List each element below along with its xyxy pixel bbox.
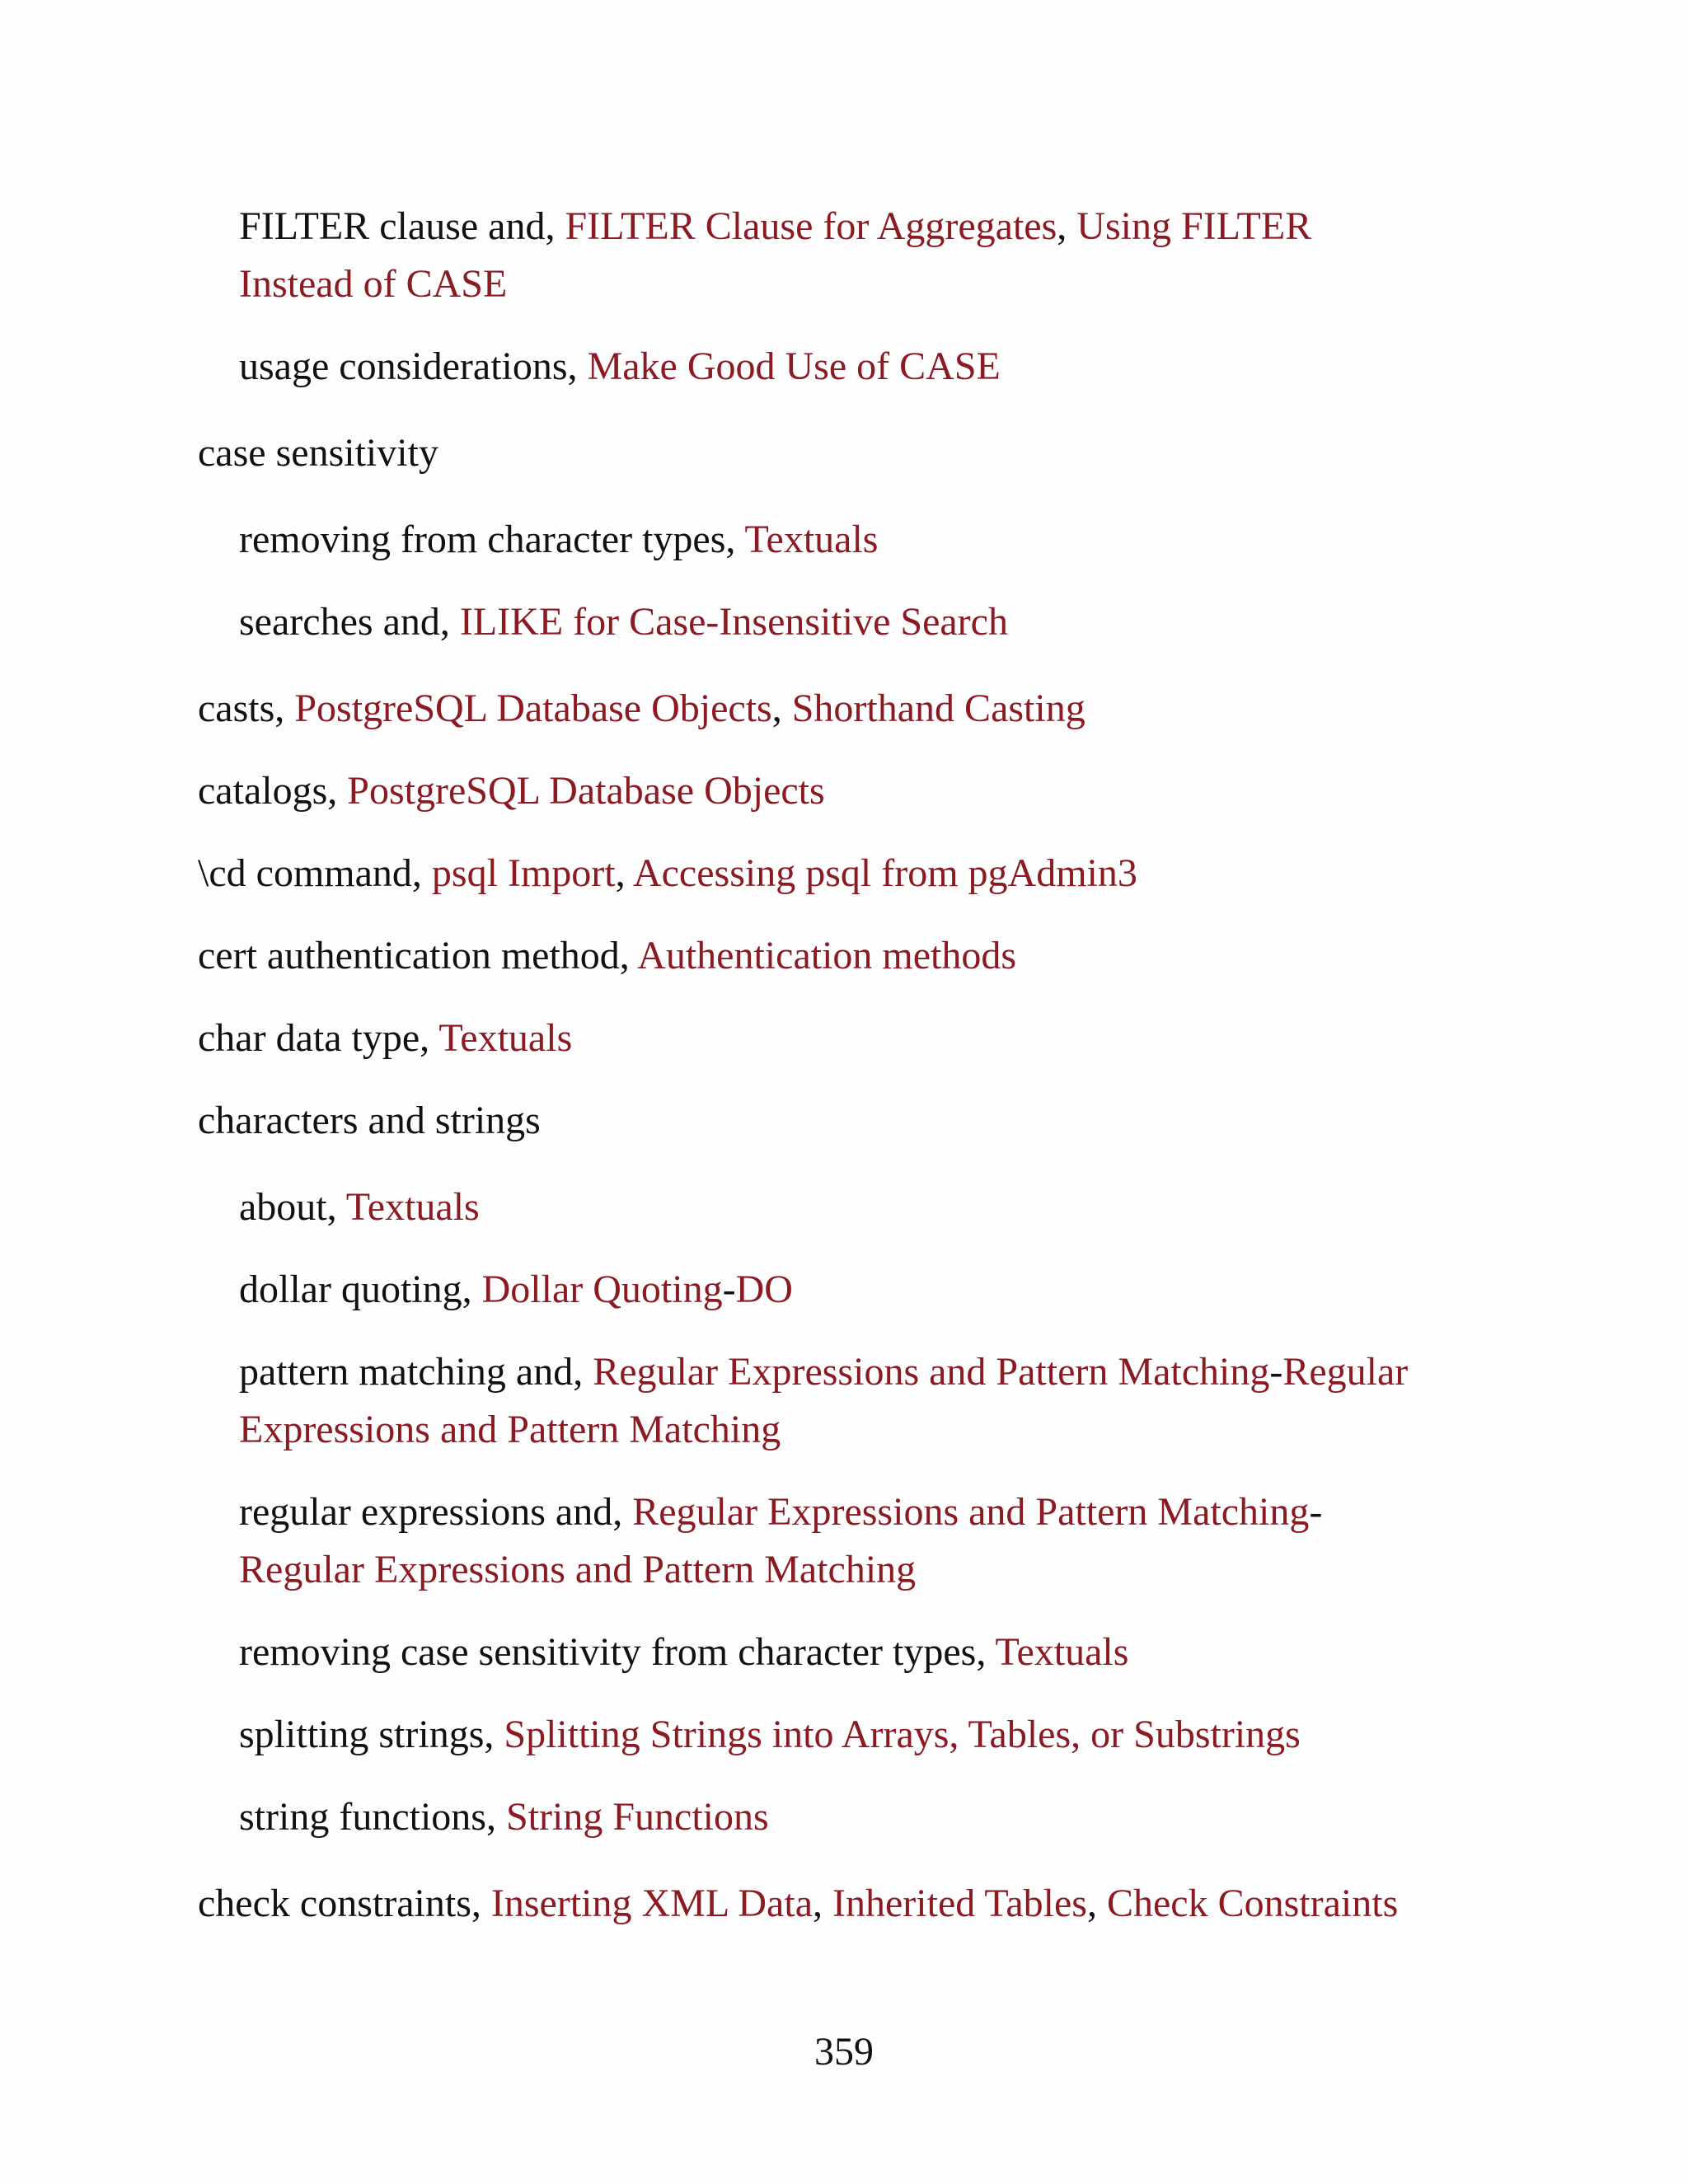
index-link[interactable]: ILIKE for Case-Insensitive Search	[459, 600, 1008, 644]
index-term-text: -	[1269, 1350, 1283, 1394]
index-link[interactable]: Accessing psql from pgAdmin3	[632, 851, 1137, 895]
index-term-text: char data type,	[198, 1016, 439, 1060]
index-term-text: ,	[813, 1882, 832, 1925]
page-number: 359	[814, 2030, 874, 2074]
index-link[interactable]: Authentication methods	[637, 934, 1017, 977]
entry-line	[239, 1788, 769, 1846]
index-term-text: -	[722, 1268, 736, 1311]
entry-line	[239, 255, 1311, 313]
index-link[interactable]: Textuals	[438, 1016, 573, 1060]
index-link[interactable]: Instead of CASE	[239, 262, 508, 306]
index-subentry	[239, 1483, 1322, 1599]
index-subentry	[239, 198, 1311, 313]
index-link[interactable]: Expressions and Pattern Matching	[239, 1408, 781, 1451]
entry-line	[239, 198, 1311, 255]
index-term-text: casts,	[198, 687, 295, 730]
index-subentry	[239, 1706, 1301, 1764]
index-link[interactable]: Regular Expressions and Pattern Matching	[632, 1490, 1310, 1534]
index-term-text: -	[1309, 1490, 1323, 1534]
index-subentry	[239, 1343, 1408, 1459]
entry-line	[239, 1706, 1301, 1764]
entry-line	[198, 1875, 1398, 1933]
index-link[interactable]: Shorthand Casting	[791, 687, 1085, 730]
entry-line	[198, 1010, 572, 1067]
index-term-text: dollar quoting,	[239, 1268, 482, 1311]
index-term-text: ,	[615, 851, 633, 895]
index-link[interactable]: Using FILTER	[1076, 204, 1312, 248]
index-term-text: splitting strings,	[239, 1713, 504, 1756]
index-link[interactable]: Textuals	[744, 518, 879, 561]
entry-line	[239, 338, 1001, 396]
index-link[interactable]: FILTER Clause for Aggregates	[565, 204, 1057, 248]
index-link[interactable]: Regular Expressions and Pattern Matching	[239, 1548, 917, 1591]
index-entry	[198, 762, 825, 820]
index-link[interactable]: PostgreSQL Database Objects	[294, 687, 772, 730]
index-link[interactable]: Textuals	[995, 1630, 1129, 1674]
entry-line	[239, 1541, 1322, 1599]
index-entry	[198, 845, 1137, 902]
entry-line	[198, 680, 1085, 738]
entry-line	[239, 1179, 480, 1236]
entry-line	[198, 1092, 541, 1150]
index-link[interactable]: Check Constraints	[1106, 1882, 1399, 1925]
index-entry	[198, 927, 1016, 985]
index-term-text: FILTER clause and,	[239, 204, 565, 248]
index-link[interactable]: Inherited Tables	[832, 1882, 1087, 1925]
index-link[interactable]: Dollar Quoting	[481, 1268, 723, 1311]
index-link[interactable]: Regular	[1282, 1350, 1409, 1394]
entry-line	[239, 1624, 1128, 1681]
entry-line	[198, 424, 438, 482]
index-term-text: string functions,	[239, 1795, 506, 1839]
index-subentry	[239, 1261, 793, 1319]
index-entry	[198, 424, 438, 482]
index-entry	[198, 1875, 1398, 1933]
index-term-text: check constraints,	[198, 1882, 491, 1925]
index-term-text: \cd command,	[198, 851, 432, 895]
index-link[interactable]: Inserting XML Data	[490, 1882, 813, 1925]
index-link[interactable]: Regular Expressions and Pattern Matching	[593, 1350, 1270, 1394]
index-subentry	[239, 593, 1008, 651]
index-subentry	[239, 1624, 1128, 1681]
index-subentry	[239, 338, 1001, 396]
index-term-text: removing case sensitivity from character types,	[239, 1630, 996, 1674]
index-term-text: about,	[239, 1185, 346, 1229]
index-link[interactable]: String Functions	[505, 1795, 769, 1839]
index-term-text: ,	[771, 687, 792, 730]
index-term-text: pattern matching and,	[239, 1350, 593, 1394]
entry-line	[239, 1261, 793, 1319]
index-link[interactable]: Textuals	[345, 1185, 480, 1229]
index-subentry	[239, 1788, 769, 1846]
entry-line	[198, 762, 825, 820]
index-subentry	[239, 511, 878, 569]
index-entry	[198, 1092, 541, 1150]
index-term-text: catalogs,	[198, 769, 348, 813]
index-link[interactable]: PostgreSQL Database Objects	[347, 769, 825, 813]
index-term-text: ,	[1057, 204, 1077, 248]
entry-line	[239, 593, 1008, 651]
entry-line	[239, 1401, 1408, 1459]
index-entry	[198, 680, 1085, 738]
index-term-text: characters and strings	[198, 1099, 541, 1142]
index-link[interactable]: Splitting Strings into Arrays, Tables, or Substrings	[504, 1713, 1301, 1756]
index-entry	[198, 1010, 572, 1067]
index-term-text: searches and,	[239, 600, 460, 644]
index-term-text: case sensitivity	[198, 431, 438, 475]
entry-line	[198, 845, 1137, 902]
index-term-text: regular expressions and,	[239, 1490, 633, 1534]
index-term-text: usage considerations,	[239, 344, 588, 388]
index-subentry	[239, 1179, 480, 1236]
index-term-text: ,	[1086, 1882, 1107, 1925]
index-term-text: cert authentication method,	[198, 934, 638, 977]
index-term-text: removing from character types,	[239, 518, 745, 561]
index-link[interactable]: Make Good Use of CASE	[587, 344, 1001, 388]
entry-line	[239, 511, 878, 569]
entry-line	[239, 1483, 1322, 1541]
entry-line	[239, 1343, 1408, 1401]
entry-line	[198, 927, 1016, 985]
index-link[interactable]: psql Import	[431, 851, 616, 895]
index-link[interactable]: DO	[735, 1268, 793, 1311]
